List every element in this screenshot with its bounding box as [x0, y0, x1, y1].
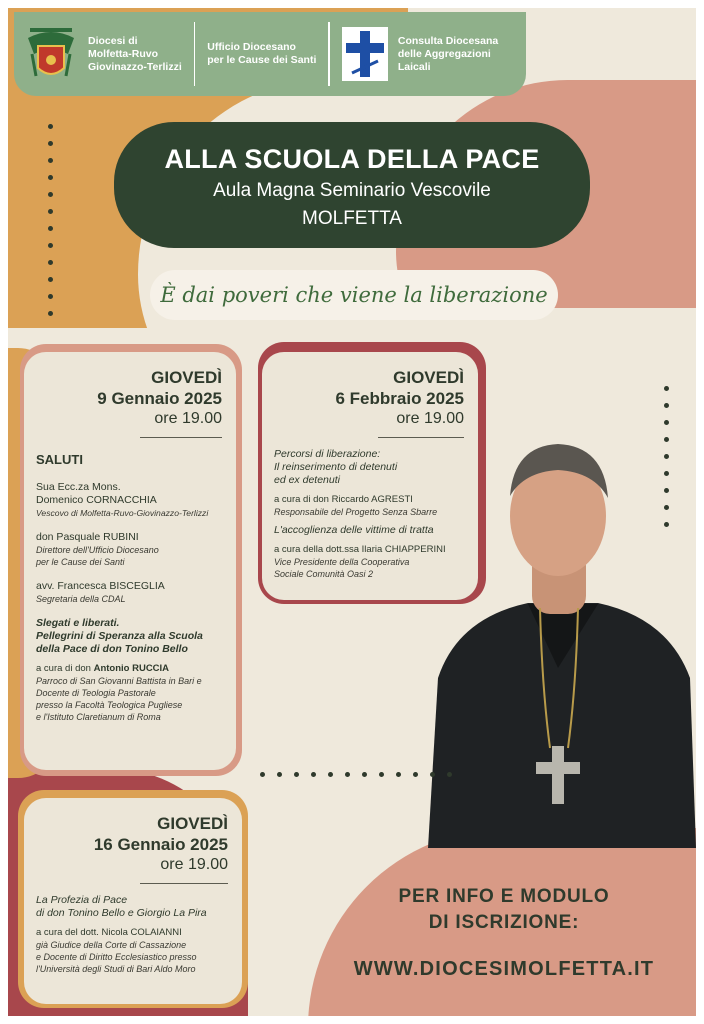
- consulta-name: [398, 35, 498, 74]
- consulta-line-2: delle Aggregazioni: [397, 47, 491, 60]
- card-2-speaker-2-role-2: Sociale Comunità Oasi 2: [274, 569, 374, 579]
- card-3-speaker: [36, 926, 228, 939]
- card-3-divider: [140, 883, 228, 884]
- venue-city: MOLFETTA: [302, 208, 402, 229]
- card-2-speaker-2-name: Ilaria CHIAPPERINI: [361, 544, 446, 555]
- card-1-speaker-role-3: presso la Facoltà Teologica Pugliese: [36, 700, 183, 710]
- card-2-day: GIOVEDÌ: [393, 368, 464, 387]
- card-1-talk-title-line-1: Slegati e liberati.: [36, 617, 120, 629]
- info-block: [312, 884, 696, 981]
- card-2-speaker-1: [274, 493, 464, 506]
- greeting-2-name: don Pasquale RUBINI: [36, 531, 139, 543]
- card-1-speaker-role-1: Parroco di San Giovanni Battista in Bari e: [36, 676, 202, 686]
- greeting-3-name: avv. Francesca BISCEGLIA: [36, 580, 165, 592]
- card-1-speaker-role-4: e l'Istituto Claretianum di Roma: [36, 712, 161, 722]
- card-3-speaker-prefix: a cura del dott.: [36, 927, 99, 938]
- card-3-speaker-role-1: già Giudice della Corte di Cassazione: [36, 940, 187, 950]
- greeting-1-role: Vescovo di Molfetta-Ruvo-Giovinazzo-Terlizzi: [36, 508, 209, 518]
- office-name: [207, 41, 316, 67]
- card-1-time: ore 19.00: [154, 410, 222, 427]
- consulta-logo-icon: [342, 27, 388, 81]
- card-2-talk-1-title-line-3: ed ex detenuti: [274, 474, 340, 486]
- card-1-speaker-role-2: Docente di Teologia Pastorale: [36, 688, 156, 698]
- card-1-day: GIOVEDÌ: [151, 368, 222, 387]
- office-line-1: Ufficio Diocesano: [207, 41, 296, 53]
- greeting-1-name: Domenico CORNACCHIA: [36, 494, 157, 506]
- card-2-divider: [378, 437, 464, 438]
- header-band: [14, 12, 526, 96]
- card-2-speaker-1-role: Responsabile del Progetto Senza Sbarre: [274, 507, 438, 517]
- card-1-talk-title-line-2: Pellegrini di Speranza alla Scuola: [36, 630, 203, 642]
- consulta-block: [342, 24, 498, 84]
- card-1-talk-title-line-3: della Pace di don Tonino Bello: [36, 643, 188, 655]
- card-3-speaker-role-3: l'Università degli Studi di Bari Aldo Moro: [36, 964, 196, 974]
- header-divider-2: [328, 22, 330, 86]
- consulta-line-3: Laicali: [397, 60, 431, 73]
- card-2-header: [274, 368, 464, 429]
- info-title-line-1: PER INFO E MODULO: [398, 886, 610, 907]
- info-title-line-2: DI ISCRIZIONE:: [428, 912, 580, 933]
- dots-middle: [260, 772, 452, 777]
- card-1-speaker-prefix: a cura di don: [36, 663, 91, 674]
- card-2-time: ore 19.00: [396, 410, 464, 427]
- event-card-january-16: [24, 798, 242, 1004]
- card-1-date: 9 Gennaio 2025: [97, 389, 222, 408]
- event-title: ALLA SCUOLA DELLA PACE: [164, 144, 540, 174]
- card-1-divider: [140, 437, 222, 438]
- venue-name: Aula Magna Seminario Vescovile: [213, 180, 491, 201]
- office-line-2: per le Cause dei Santi: [207, 54, 317, 66]
- card-1-speaker: [36, 662, 222, 675]
- header-divider-1: [194, 22, 196, 86]
- event-card-january-9: [24, 352, 236, 770]
- title-banner: [114, 122, 590, 248]
- greeting-2-role-line-1: Direttore dell'Ufficio Diocesano: [36, 545, 159, 555]
- bishop-coat-of-arms-icon: [24, 24, 78, 84]
- card-2-speaker-2: [274, 543, 464, 556]
- website-link[interactable]: WWW.DIOCESIMOLFETTA.IT: [353, 958, 655, 980]
- dots-right: [664, 386, 669, 527]
- diocese-name: [88, 35, 182, 74]
- greetings-heading: SALUTI: [36, 452, 83, 467]
- greeting-1-title: Sua Ecc.za Mons.: [36, 481, 121, 493]
- card-2-talk-2-title: L'accoglienza delle vittime di tratta: [274, 524, 434, 536]
- card-1-header: [36, 368, 222, 429]
- diocese-block: [24, 24, 182, 84]
- card-3-speaker-role-2: e Docente di Diritto Ecclesiastico presso: [36, 952, 197, 962]
- event-card-february-6: [262, 352, 478, 600]
- card-2-speaker-1-name: Riccardo AGRESTI: [331, 494, 413, 505]
- consulta-line-1: Consulta Diocesana: [397, 34, 499, 47]
- card-2-speaker-1-prefix: a cura di don: [274, 494, 329, 505]
- greeting-3-role: Segretaria della CDAL: [36, 594, 126, 604]
- card-2-speaker-2-prefix: a cura della dott.ssa: [274, 544, 360, 555]
- dots-top-left: [48, 124, 53, 316]
- card-3-talk-title-line-1: La Profezia di Pace: [36, 894, 128, 906]
- card-3-speaker-name: Nicola COLAIANNI: [101, 927, 182, 938]
- card-2-date: 6 Febbraio 2025: [335, 389, 464, 408]
- motto-banner: È dai poveri che viene la liberazione: [150, 270, 558, 320]
- card-2-talk-1-title-line-2: Il reinserimento di detenuti: [274, 461, 398, 473]
- card-2-speaker-2-role-1: Vice Presidente della Cooperativa: [274, 557, 410, 567]
- card-3-talk-title-line-2: di don Tonino Bello e Giorgio La Pira: [36, 907, 207, 919]
- greeting-2-role-line-2: per le Cause dei Santi: [36, 557, 125, 567]
- card-1-speaker-name: Antonio RUCCIA: [93, 663, 170, 674]
- card-3-date: 16 Gennaio 2025: [93, 835, 228, 854]
- card-3-header: [36, 814, 228, 875]
- card-3-day: GIOVEDÌ: [157, 814, 228, 833]
- diocese-line-3: Giovinazzo-Terlizzi: [88, 60, 182, 73]
- card-3-time: ore 19.00: [160, 856, 228, 873]
- diocese-line-1: Diocesi di: [88, 34, 138, 47]
- card-2-talk-1-title-line-1: Percorsi di liberazione:: [274, 448, 381, 460]
- diocese-line-2: Molfetta-Ruvo: [88, 47, 158, 60]
- poster: [8, 8, 696, 1016]
